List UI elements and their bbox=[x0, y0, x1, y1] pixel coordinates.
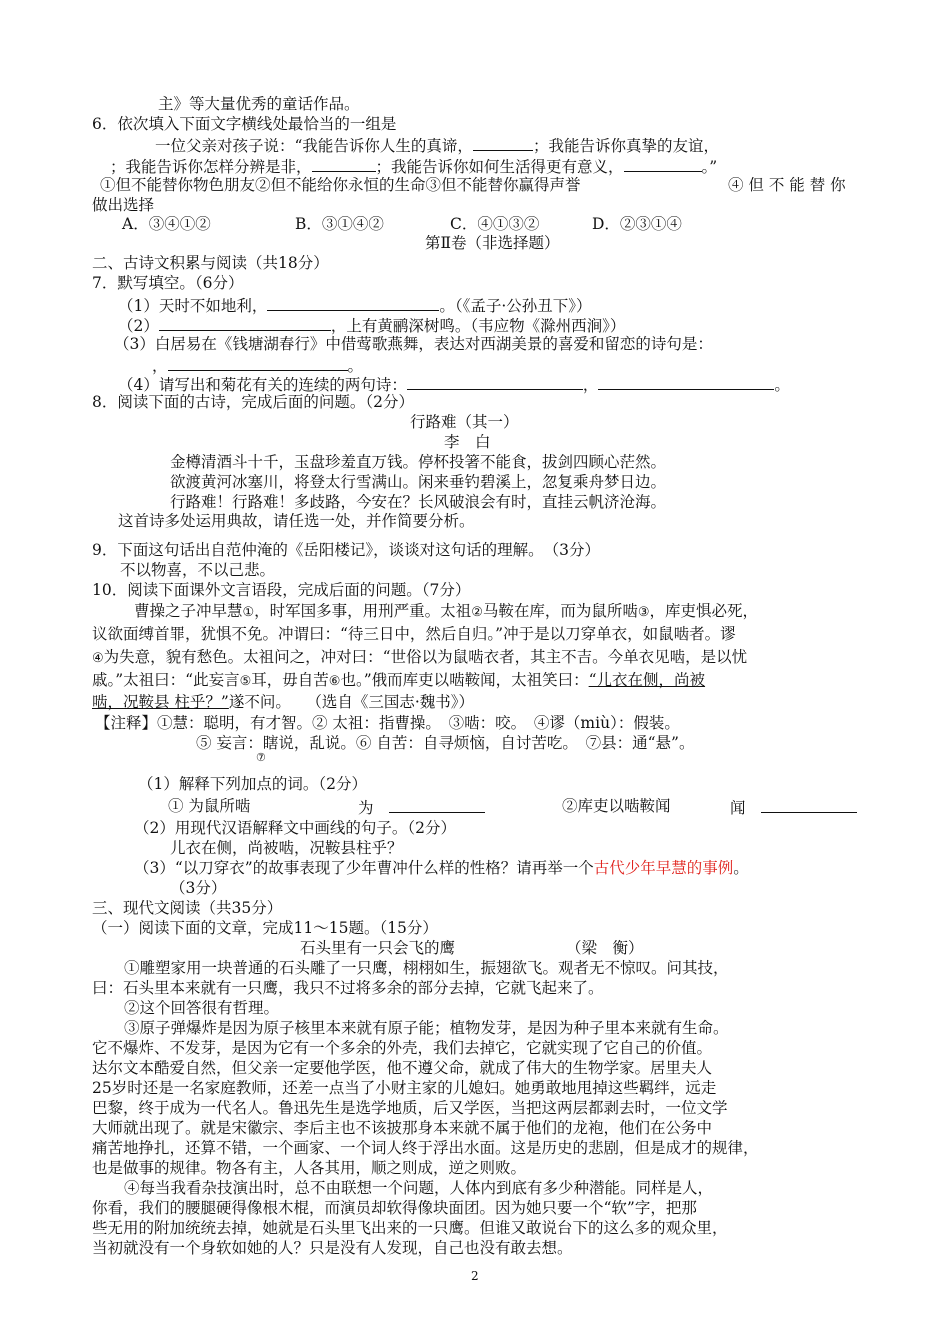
choice-d: D．②③①④ bbox=[592, 215, 682, 233]
subquestion-3: （3）“以刀穿衣”的故事表现了少年曹冲什么样的性格？请再举一个古代少年早慧的事例。 bbox=[134, 859, 749, 877]
article-line: 曰：石头里本来就有一只鹰，我只不过将多余的部分去掉，它就飞起来了。 bbox=[92, 979, 604, 997]
question-10-title: 10．阅读下面课外文言语段，完成后面的问题。（7分） bbox=[92, 581, 471, 599]
passage-line: 啮，况鞍县 柱乎？”遂不问。 （选自《三国志·魏书》） bbox=[92, 693, 475, 711]
highlighted-text: 古代少年早慧的事例 bbox=[593, 859, 734, 877]
blank-line bbox=[312, 155, 376, 172]
question-8-title: 8．阅读下面的古诗，完成后面的问题。（2分） bbox=[92, 393, 414, 411]
options-line: ④ 但 不 能 替 你 bbox=[728, 176, 846, 194]
passage-line: 议欲面缚首罪，犹惧不免。冲谓曰：“待三日中，然后自归。”冲于是以刀穿单衣，如鼠啮者。谬 bbox=[92, 625, 736, 643]
passage-line: 戚。”太祖曰：“此妄言⑤耳，毋自苦⑥也。”俄而库吏以啮鞍闻，太祖笑曰：“儿衣在侧，尚被 bbox=[92, 671, 706, 689]
article-line: 痛苦地挣扎，还算不错，一个画家、一个词人终于浮出水面。这是历史的悲剧，但是成才的规律， bbox=[92, 1139, 759, 1157]
article-line: 你看，我们的腰腿硬得像根木棍，而演员却软得像块面团。因为她只要一个“软”字，把那 bbox=[92, 1199, 697, 1217]
question-7-title: 7．默写填空。（6分） bbox=[92, 274, 244, 292]
article-line: 25岁时还是一名家庭教师，还差一点当了小财主家的儿媳妇。她勇敢地甩掉这些羁绊，远走 bbox=[92, 1079, 717, 1097]
text-line: ， 。 bbox=[152, 354, 363, 376]
annotation-line: 【注释】①慧：聪明，有才智。② 太祖：指曹操。 ③啮：咬。 ④谬（miù）：假装。 bbox=[95, 714, 680, 732]
text-line: （2） ，上有黄鹂深树鸣。（韦应物《滁州西涧》） bbox=[118, 314, 625, 336]
question-prompt: 这首诗多处运用典故，请任选一处，并作简要分析。 bbox=[118, 512, 475, 530]
article-line: 当初就没有一个身软如她的人？只是没有人发现，自己也没有敢去想。 bbox=[92, 1239, 573, 1257]
options-line: 做出选择 bbox=[92, 196, 155, 214]
text-line: （4）请写出和菊花有关的连续的两句诗： ， 。 bbox=[118, 373, 790, 395]
subquestion-1-title: （1）解释下列加点的词。（2分） bbox=[138, 775, 367, 793]
options-line: ①但不能替你物色朋友②但不能给你永恒的生命③但不能替你赢得声誉 bbox=[100, 176, 581, 194]
footnote-marker: ⑦ bbox=[256, 751, 266, 764]
page-number: 2 bbox=[471, 1269, 479, 1283]
article-line: ①雕塑家用一块普通的石头雕了一只鹰，栩栩如生，振翅欲飞。观者无不惊叹。问其技， bbox=[124, 959, 729, 977]
choice-b: B．③①④② bbox=[295, 215, 384, 233]
text-line: ；我能告诉你怎样分辨是非， ；我能告诉你如何生活得更有意义， 。” bbox=[110, 155, 717, 177]
subquestion-1b: ②库吏以啮鞍闻 bbox=[562, 797, 671, 815]
article-line: 也是做事的规律。物各有主，人各其用，顺之则成，逆之则败。 bbox=[92, 1159, 527, 1177]
reading-1-title: （一）阅读下面的文章，完成11～15题。（15分） bbox=[92, 919, 438, 937]
poem-line: 行路难！行路难！多歧路，今安在？长风破浪会有时，直挂云帆济沧海。 bbox=[170, 493, 667, 511]
text-line: 闻 bbox=[730, 796, 857, 818]
poem-title: 行路难（其一） bbox=[410, 413, 519, 431]
article-line: 它不爆炸、不发芽，是因为它有一个多余的外壳，我们去掉它，它就实现了它自己的价值。 bbox=[92, 1039, 713, 1057]
underlined-sentence: 啮，况鞍县 柱乎？” bbox=[92, 693, 229, 711]
quote-text: 不以物喜，不以己悲。 bbox=[120, 561, 276, 579]
subquestion-2-title: （2）用现代汉语解释文中画线的句子。（2分） bbox=[134, 819, 456, 837]
article-title: 石头里有一只会飞的鹰 bbox=[300, 939, 456, 957]
section-header: 第Ⅱ卷（非选择题） bbox=[425, 234, 560, 252]
question-9-title: 9．下面这句话出自范仲淹的《岳阳楼记》，谈谈对这句话的理解。 （3分） bbox=[92, 541, 600, 559]
article-author: （梁 衡） bbox=[566, 939, 644, 957]
article-line: 些无用的附加统统去掉，她就是石头里飞出来的一只鹰。但谁又敢说台下的这么多的观众里， bbox=[92, 1219, 728, 1237]
article-line: 大师就出现了。就是宋徽宗、李后主也不该披那身本来就不属于他们的龙袍，他们在公务中 bbox=[92, 1119, 713, 1137]
blank-line bbox=[624, 155, 702, 172]
annotation-line: ⑤ 妄言：瞎说，乱说。⑥ 自苦：自寻烦恼，自讨苦吃。 ⑦县：通“悬”。 bbox=[196, 734, 695, 752]
subquestion-2-text: 儿衣在侧，尚被啮，况鞍县柱乎？ bbox=[170, 839, 403, 857]
blank-line bbox=[168, 354, 348, 371]
passage-line: ④为失意，貌有愁色。太祖问之，冲对曰：“世俗以为鼠啮衣者，其主不吉。今单衣见啮，是以忧 bbox=[92, 648, 748, 666]
part-2-title: 二、古诗文积累与阅读（共18分） bbox=[92, 254, 329, 272]
article-line: 巴黎，终于成为一代名人。鲁迅先生是选学地质，后又学医，当把这两层都剥去时，一位文学 bbox=[92, 1099, 728, 1117]
underlined-sentence: “儿衣在侧，尚被 bbox=[588, 671, 706, 689]
text-line: 为 bbox=[358, 796, 485, 818]
score-text: （3分） bbox=[170, 879, 227, 897]
article-line: 达尔文本酷爱自然，但父亲一定要他学医，他不遵父命，就成了伟大的生物学家。居里夫人 bbox=[92, 1059, 713, 1077]
blank-line bbox=[407, 373, 583, 390]
choice-a: A．③④①② bbox=[122, 215, 211, 233]
choice-c: C．④①③② bbox=[450, 215, 540, 233]
poem-author: 李 白 bbox=[444, 433, 491, 451]
text-line: 主》等大量优秀的童话作品。 bbox=[158, 95, 360, 113]
answer-line bbox=[761, 796, 857, 813]
blank-line bbox=[598, 373, 774, 390]
article-line: ②这个回答很有哲理。 bbox=[124, 999, 280, 1017]
text-line: （3）白居易在《钱塘湖春行》中借莺歌燕舞，表达对西湖美景的喜爱和留恋的诗句是： bbox=[114, 335, 713, 353]
answer-line bbox=[389, 796, 485, 813]
subquestion-1a: ① 为鼠所啮 bbox=[168, 797, 251, 815]
text-line: （1）天时不如地利， 。（《孟子·公孙丑下》） bbox=[118, 294, 592, 316]
article-line: ④每当我看杂技演出时，总不由联想一个问题，人体内到底有多少种潜能。同样是人， bbox=[124, 1179, 714, 1197]
blank-line bbox=[473, 134, 533, 151]
blank-line bbox=[267, 294, 439, 311]
part-3-title: 三、现代文阅读（共35分） bbox=[92, 899, 283, 917]
article-line: ③原子弹爆炸是因为原子核里本来就有原子能；植物发芽，是因为种子里本来就有生命。 bbox=[124, 1019, 729, 1037]
text-line: 一位父亲对孩子说：“我能告诉你人生的真谛， ；我能告诉你真挚的友谊， bbox=[155, 134, 719, 156]
question-6-title: 6．依次填入下面文字横线处最恰当的一组是 bbox=[92, 115, 397, 133]
poem-line: 欲渡黄河冰塞川，将登太行雪满山。闲来垂钓碧溪上，忽复乘舟梦日边。 bbox=[170, 473, 667, 491]
blank-line bbox=[159, 314, 331, 331]
passage-line: 曹操之子冲早慧①，时军国多事，用刑严重。太祖②马鞍在库，而为鼠所啮③，库吏惧必死， bbox=[134, 602, 759, 620]
poem-line: 金樽清酒斗十千，玉盘珍羞直万钱。停杯投箸不能食，拔剑四顾心茫然。 bbox=[170, 453, 667, 471]
